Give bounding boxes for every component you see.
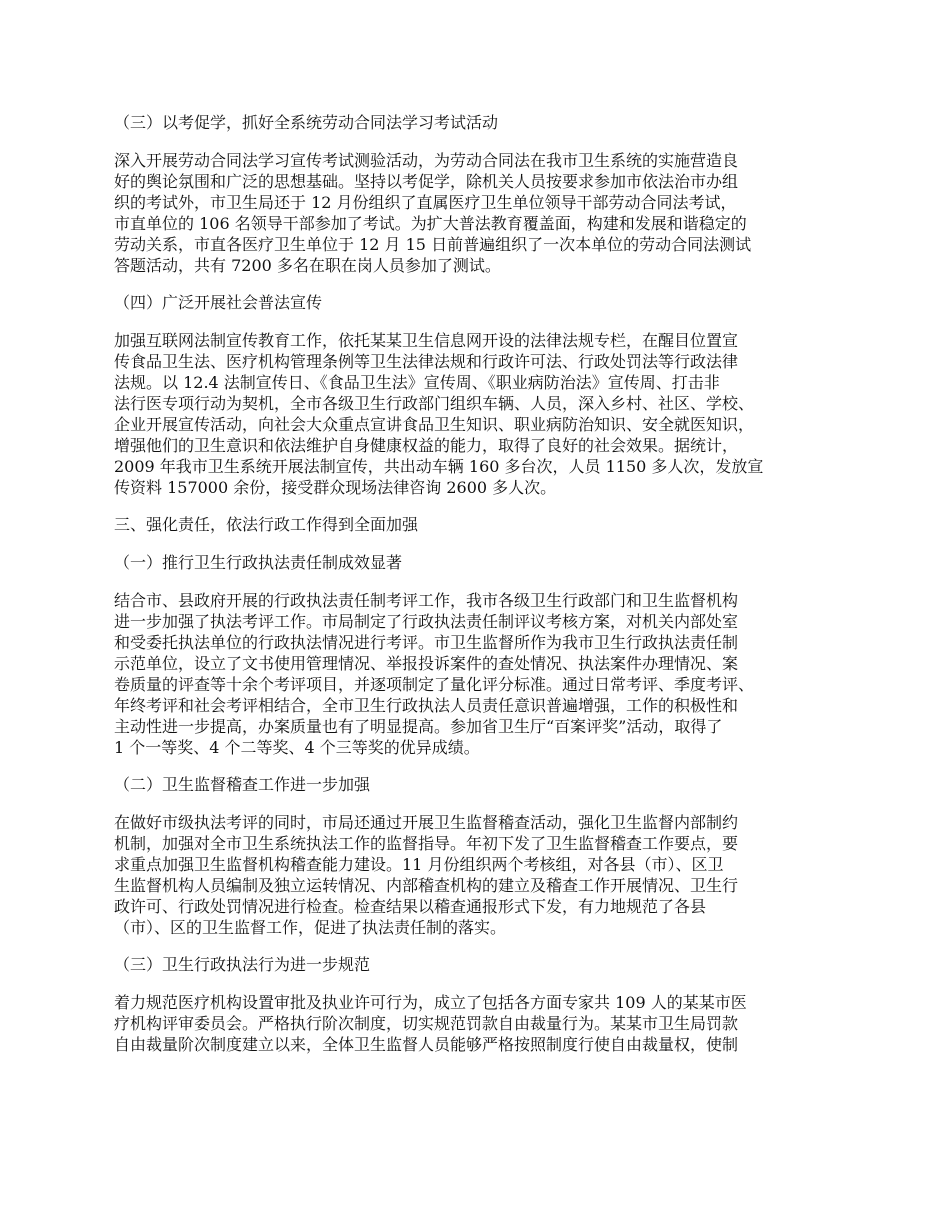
text-line: 加强互联网法制宣传教育工作，依托某某卫生信息网开设的法律法规专栏，在醒目位置宣 [114, 331, 739, 350]
section-heading-enforcement-responsibility: （一）推行卫生行政执法责任制成效显著 [114, 553, 403, 572]
section-heading-supervision-inspection: （二）卫生监督稽查工作进一步加强 [114, 775, 371, 794]
text-line: 机制，加强对全市卫生系统执法工作的监督指导。年初下发了卫生监督稽查工作要点，要 [114, 834, 739, 853]
text-line: （市）、区的卫生监督工作，促进了执法责任制的落实。 [114, 918, 507, 937]
text-line: 传食品卫生法、医疗机构管理条例等卫生法律法规和行政许可法、行政处罚法等行政法律 [114, 352, 739, 371]
text-line: 疗机构评审委员会。严格执行阶次制度，切实规范罚款自由裁量行为。某某市卫生局罚款 [114, 1014, 739, 1033]
text-line: 自由裁量阶次制度建立以来，全体卫生监督人员能够严格按照制度行使自由裁量权，使制 [114, 1035, 739, 1054]
text-line: 求重点加强卫生监督机构稽查能力建设。11 月份组织两个考核组，对各县（市）、区卫 [114, 855, 724, 874]
text-line: 深入开展劳动合同法学习宣传考试测验活动，为劳动合同法在我市卫生系统的实施营造良 [114, 151, 739, 170]
section-heading-public-legal-publicity: （四）广泛开展社会普法宣传 [114, 293, 323, 312]
text-line: 年终考评和社会考评相结合，全市卫生行政执法人员责任意识普遍增强，工作的积极性和 [114, 696, 739, 715]
section-heading-enforcement-standardization: （三）卫生行政执法行为进一步规范 [114, 955, 371, 974]
text-line: 主动性进一步提高，办案质量也有了明显提高。参加省卫生厅“百案评奖”活动，取得了 [114, 717, 723, 736]
text-line: 结合市、县政府开展的行政执法责任制考评工作，我市各级卫生行政部门和卫生监督机构 [114, 591, 739, 610]
text-line: 进一步加强了执法考评工作。市局制定了行政执法责任制评议考核方案，对机关内部处室 [114, 612, 739, 631]
paragraph-enforcement-standardization [114, 992, 840, 1055]
text-line: 答题活动，共有 7200 多名在职在岗人员参加了测试。 [114, 256, 501, 275]
document-page [114, 112, 840, 1071]
text-line: 劳动关系，市直各医疗卫生单位于 12 月 15 日前普遍组织了一次本单位的劳动合同法测试 [114, 235, 752, 254]
text-line: 市直单位的 106 名领导干部参加了考试。为扩大普法教育覆盖面，构建和发展和谐稳定的 [114, 214, 747, 233]
paragraph-public-legal-publicity [114, 330, 840, 498]
text-line: 示范单位，设立了文书使用管理情况、举报投诉案件的查处情况、执法案件办理情况、案 [114, 654, 739, 673]
text-line: 和受委托执法单位的行政执法情况进行考评。市卫生监督所作为我市卫生行政执法责任制 [114, 633, 739, 652]
text-line: 法行医专项行动为契机，全市各级卫生行政部门组织车辆、人员，深入乡村、社区、学校、 [114, 394, 755, 413]
paragraph-supervision-inspection [114, 812, 840, 938]
chapter-heading-responsibility: 三、强化责任，依法行政工作得到全面加强 [114, 515, 419, 534]
paragraph-enforcement-responsibility [114, 590, 840, 758]
paragraph-exam-activities [114, 150, 840, 276]
text-line: 政许可、行政处罚情况进行检查。检查结果以稽查通报形式下发，有力地规范了各县 [114, 897, 707, 916]
text-line: 企业开展宣传活动，向社会大众重点宣讲食品卫生知识、职业病防治知识、安全就医知识， [114, 415, 755, 434]
text-line: 传资料 157000 余份，接受群众现场法律咨询 2600 多人次。 [114, 478, 557, 497]
section-heading-exam-activities: （三）以考促学，抓好全系统劳动合同法学习考试活动 [114, 113, 499, 132]
text-line: 着力规范医疗机构设置审批及执业许可行为，成立了包括各方面专家共 109 人的某某市医 [114, 993, 747, 1012]
text-line: 法规。以 12.4 法制宣传日、《食品卫生法》宣传周、《职业病防治法》宣传周、打击非 [114, 373, 720, 392]
text-line: 卷质量的评查等十余个考评项目，并逐项制定了量化评分标准。通过日常考评、季度考评、 [114, 675, 755, 694]
text-line: 生监督机构人员编制及独立运转情况、内部稽查机构的建立及稽查工作开展情况、卫生行 [114, 876, 739, 895]
text-line: 好的舆论氛围和广泛的思想基础。坚持以考促学，除机关人员按要求参加市依法治市办组 [114, 172, 739, 191]
text-line: 增强他们的卫生意识和依法维护自身健康权益的能力，取得了良好的社会效果。据统计， [114, 436, 739, 455]
text-line: 在做好市级执法考评的同时，市局还通过开展卫生监督稽查活动，强化卫生监督内部制约 [114, 813, 739, 832]
text-line: 2009 年我市卫生系统开展法制宣传，共出动车辆 160 多台次，人员 1150 多人次，发放宣 [114, 457, 764, 476]
text-line: 织的考试外，市卫生局还于 12 月份组织了直属医疗卫生单位领导干部劳动合同法考试， [114, 193, 737, 212]
text-line: 1 个一等奖、4 个二等奖、4 个三等奖的优异成绩。 [114, 738, 480, 757]
